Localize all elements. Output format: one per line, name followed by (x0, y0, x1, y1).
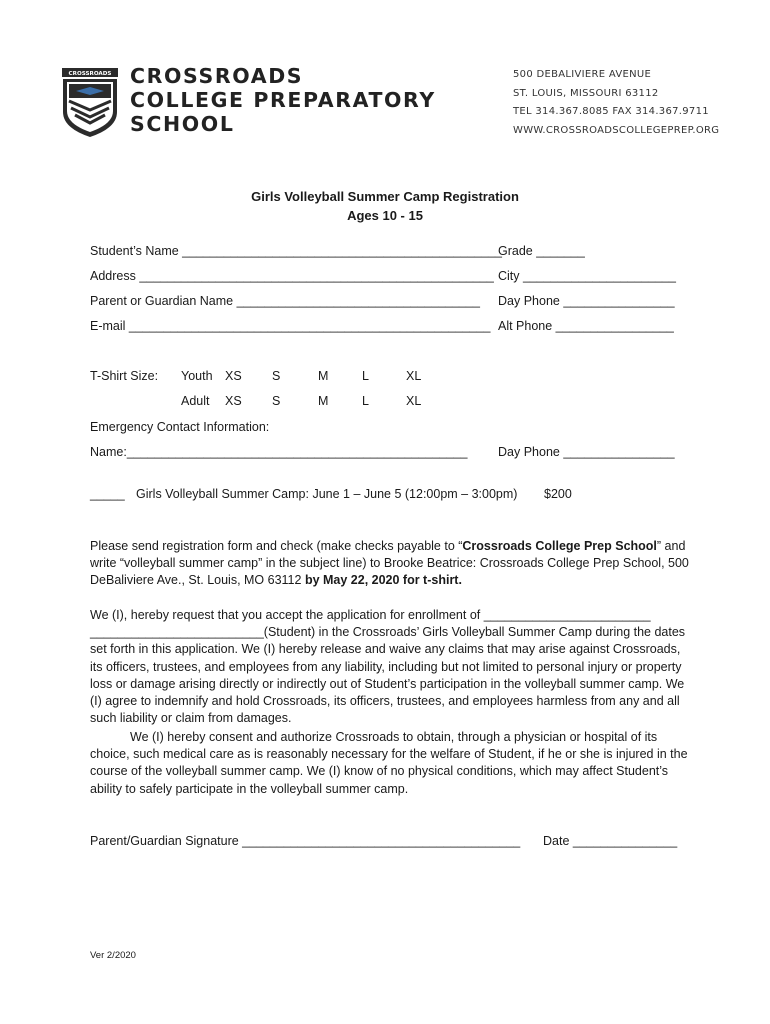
contact-address: 500 DEBALIVIERE AVENUE (513, 69, 652, 80)
form-title: Girls Volleyball Summer Camp Registration (251, 189, 519, 204)
logo-badge-text: CROSSROADS (68, 71, 112, 77)
form-subtitle: Ages 10 - 15 (347, 208, 423, 223)
tshirt-group-youth: Youth (181, 369, 213, 383)
form-version: Ver 2/2020 (90, 950, 136, 961)
contact-phone-fax: TEL 314.367.8085 FAX 314.367.9711 (513, 106, 709, 117)
tshirt-youth-xl[interactable]: XL (406, 369, 422, 383)
tshirt-adult-l[interactable]: L (362, 394, 369, 408)
signature-date-field[interactable]: Date _______________ (543, 834, 678, 848)
school-logo-crest (62, 68, 118, 138)
emergency-heading: Emergency Contact Information: (90, 420, 270, 434)
emergency-day-phone-field[interactable]: Day Phone ________________ (498, 445, 675, 459)
school-name-line-2: COLLEGE PREPARATORY (130, 88, 436, 112)
instructions-text-b: ” and write “volleyball summer camp” in the subject line) to Brooke Beatrice: Crossroads College Prep School, 500 DeBaliviere Ave., St. Louis, MO 63112 (90, 539, 689, 588)
alt-phone-field[interactable]: Alt Phone _________________ (498, 319, 674, 333)
tshirt-adult-xs[interactable]: XS (225, 394, 242, 408)
contact-website: WWW.CROSSROADSCOLLEGEPREP.ORG (513, 124, 720, 136)
school-contact-block (513, 66, 719, 140)
tshirt-adult-s[interactable]: S (272, 394, 281, 408)
tshirt-size-label: T-Shirt Size: (90, 369, 159, 383)
medical-consent-paragraph: We (I) hereby consent and authorize Crossroads to obtain, through a physician or hospital of its choice, such medical care as is reasonably necessary for the welfare of Student, if he or she is injured in the course of the volleyball summer camp. We (I) know of no physical conditions, which may affect Student’s ability to safely participate in the volleyball summer camp. (90, 730, 688, 796)
camp-price: $200 (544, 487, 572, 501)
school-name-line-3: SCHOOL (130, 112, 235, 136)
instructions-payee: Crossroads College Prep School (462, 539, 657, 553)
email-field[interactable]: E-mail ____________________________________________________ (90, 319, 491, 333)
address-field[interactable]: Address ___________________________________________________ (90, 269, 494, 283)
registration-instructions (90, 538, 690, 590)
day-phone-field[interactable]: Day Phone ________________ (498, 294, 675, 308)
city-field[interactable]: City ______________________ (498, 269, 676, 283)
tshirt-adult-m[interactable]: M (318, 394, 329, 408)
waiver-paragraph: We (I), hereby request that you accept the application for enrollment of ________________________ _________________________(Student) in the Crossroads’ Girls Volleyball Summer Camp during the dates set forth in this application. We (I) hereby release and waive any claims that may arise against Crossroads, its officers, trustees, and employees from any liability, including but not limited to personal injury or property loss or damage arising directly or indirectly out of Student’s participation in the volleyball summer camp. We (I) agree to indemnify and hold Crossroads, its officers, trustees, and employees harmless from any and all such liability or claim from damages. (90, 608, 686, 726)
school-name (130, 64, 436, 136)
contact-city: ST. LOUIS, MISSOURI 63112 (513, 87, 659, 99)
grade-field[interactable]: Grade _______ (498, 244, 585, 258)
school-name-line-1: CROSSROADS (130, 64, 304, 88)
camp-description: Girls Volleyball Summer Camp: June 1 – June 5 (12:00pm – 3:00pm) (136, 487, 518, 501)
parent-name-field[interactable]: Parent or Guardian Name ___________________________________ (90, 294, 480, 308)
camp-selection-blank[interactable]: _____ (90, 487, 125, 501)
tshirt-youth-l[interactable]: L (362, 369, 369, 383)
emergency-name-field[interactable]: Name:_________________________________________________ (90, 445, 468, 459)
instructions-text-a: Please send registration form and check (make checks payable to “ (90, 539, 463, 553)
tshirt-youth-m[interactable]: M (318, 369, 329, 383)
tshirt-group-adult: Adult (181, 394, 210, 408)
tshirt-youth-s[interactable]: S (272, 369, 281, 383)
instructions-deadline: by May 22, 2020 for t-shirt. (304, 573, 462, 588)
tshirt-youth-xs[interactable]: XS (225, 369, 242, 383)
student-name-field[interactable]: Student’s Name ______________________________________________ (90, 244, 502, 258)
guardian-signature-field[interactable]: Parent/Guardian Signature ________________________________________ (90, 834, 521, 848)
tshirt-adult-xl[interactable]: XL (406, 394, 422, 408)
